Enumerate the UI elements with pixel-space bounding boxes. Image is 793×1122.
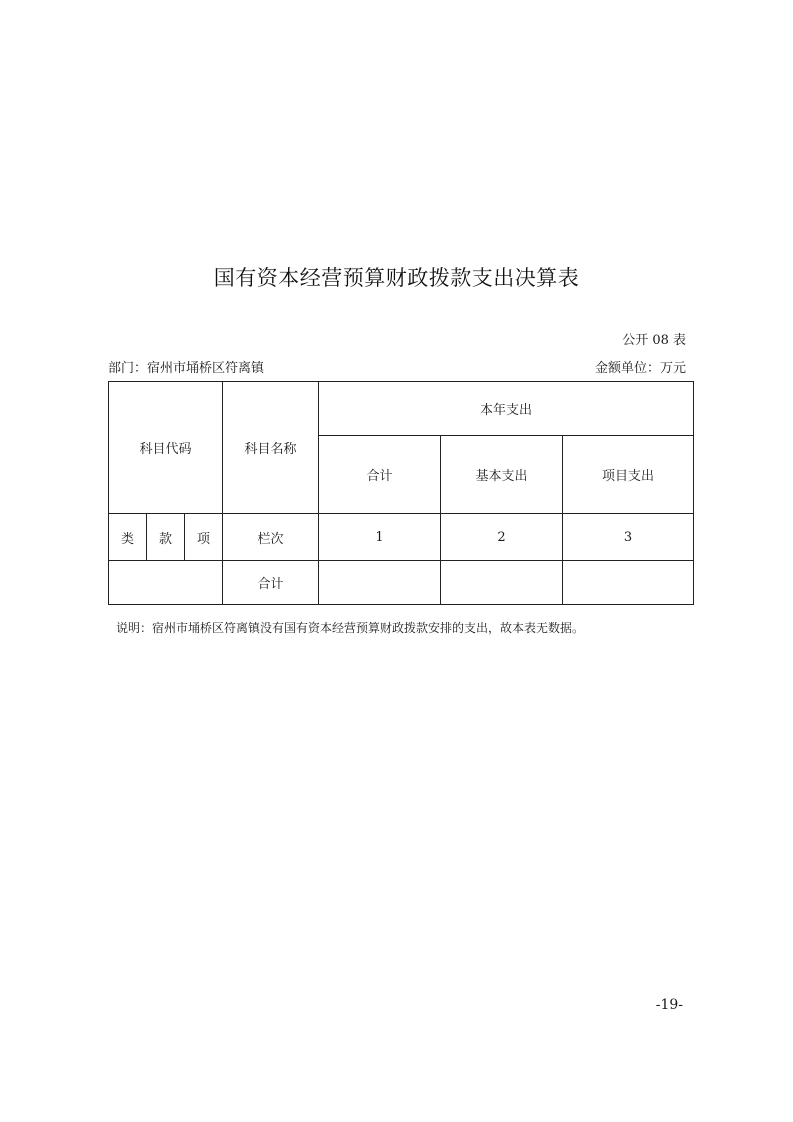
item-cell: 项 xyxy=(185,514,223,561)
expenditure-table xyxy=(108,381,694,605)
current-year-expenditure-header: 本年支出 xyxy=(319,382,694,436)
total-header: 合计 xyxy=(319,436,441,514)
index-row xyxy=(109,514,694,561)
table-note: 说明：宿州市埇桥区符离镇没有国有资本经营预算财政拨款安排的支出，故本表无数据。 xyxy=(116,621,585,635)
section-cell: 款 xyxy=(147,514,185,561)
column-index-1: 1 xyxy=(319,514,441,561)
form-number: 公开 08 表 xyxy=(622,333,686,348)
column-index-2: 2 xyxy=(441,514,563,561)
total-row-value-3 xyxy=(563,561,694,605)
page-number: -19- xyxy=(655,997,683,1013)
amount-unit-label: 金额单位：万元 xyxy=(594,361,686,376)
column-label-cell: 栏次 xyxy=(223,514,319,561)
page-title: 国有资本经营预算财政拨款支出决算表 xyxy=(213,266,580,290)
basic-expenditure-header: 基本支出 xyxy=(441,436,563,514)
total-row-value-2 xyxy=(441,561,563,605)
total-row-label: 合计 xyxy=(223,561,319,605)
department-label: 部门：宿州市埇桥区符离镇 xyxy=(108,361,265,376)
subject-name-header: 科目名称 xyxy=(223,382,319,514)
subject-code-header: 科目代码 xyxy=(109,382,223,514)
header-row-1 xyxy=(109,382,694,436)
project-expenditure-header: 项目支出 xyxy=(563,436,694,514)
category-cell: 类 xyxy=(109,514,147,561)
total-row xyxy=(109,561,694,605)
total-row-code-cell xyxy=(109,561,223,605)
column-index-3: 3 xyxy=(563,514,694,561)
total-row-value-1 xyxy=(319,561,441,605)
